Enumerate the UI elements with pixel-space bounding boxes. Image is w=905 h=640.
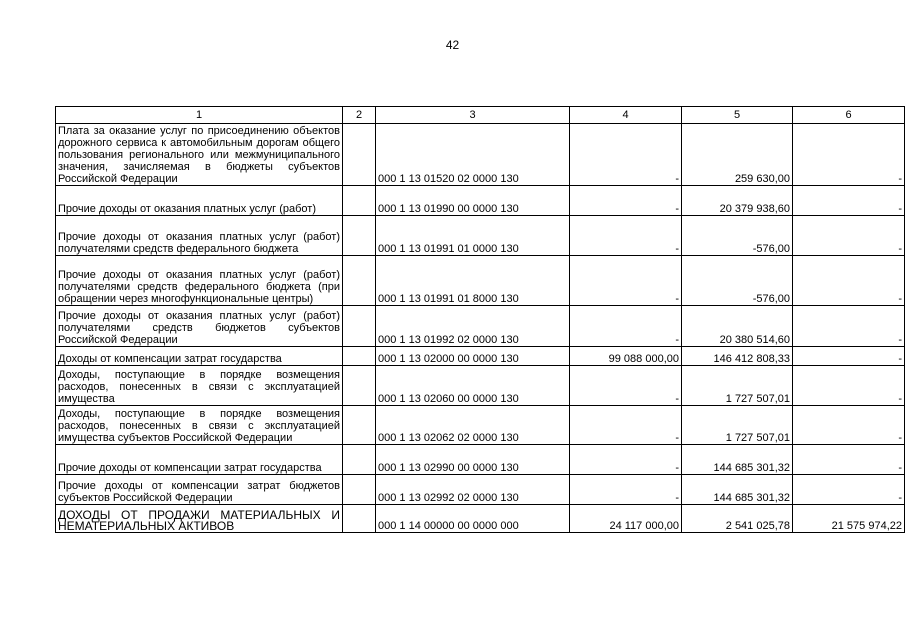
column-header: 5	[682, 107, 793, 124]
row-col4: -	[570, 256, 682, 306]
row-col5: -576,00	[682, 256, 793, 306]
row-code: 000 1 13 01992 02 0000 130	[376, 306, 570, 347]
row-col4: -	[570, 124, 682, 186]
row-col6: 21 575 974,22	[793, 505, 905, 533]
row-col2	[343, 256, 376, 306]
row-col5: 20 379 938,60	[682, 186, 793, 216]
row-code: 000 1 13 02990 00 0000 130	[376, 445, 570, 475]
row-code: 000 1 13 02062 02 0000 130	[376, 406, 570, 445]
column-header: 3	[376, 107, 570, 124]
row-col4: -	[570, 445, 682, 475]
row-name: Прочие доходы от компенсации затрат бюджетов субъектов Российской Федерации	[56, 475, 343, 505]
row-code: 000 1 13 01990 00 0000 130	[376, 186, 570, 216]
row-col4: -	[570, 306, 682, 347]
row-col2	[343, 347, 376, 366]
table-row	[56, 505, 905, 533]
row-code: 000 1 13 02000 00 0000 130	[376, 347, 570, 366]
row-name: Доходы, поступающие в порядке возмещения расходов, понесенных в связи с эксплуатацией имущества	[56, 366, 343, 406]
row-col5: 259 630,00	[682, 124, 793, 186]
row-col5: 146 412 808,33	[682, 347, 793, 366]
row-col5: 144 685 301,32	[682, 475, 793, 505]
table-row	[56, 124, 905, 186]
table-row	[56, 216, 905, 256]
row-col6: -	[793, 216, 905, 256]
row-col6: -	[793, 124, 905, 186]
row-col4: 24 117 000,00	[570, 505, 682, 533]
column-header: 4	[570, 107, 682, 124]
row-name: Прочие доходы от оказания платных услуг (работ) получателями средств бюджетов субъектов Российской Федерации	[56, 306, 343, 347]
row-col4: -	[570, 406, 682, 445]
table-row	[56, 406, 905, 445]
row-col4: -	[570, 366, 682, 406]
row-name: ДОХОДЫ ОТ ПРОДАЖИ МАТЕРИАЛЬНЫХ И НЕМАТЕРИАЛЬНЫХ АКТИВОВ	[56, 505, 343, 533]
table-row	[56, 347, 905, 366]
row-col5: 1 727 507,01	[682, 406, 793, 445]
row-name: Доходы, поступающие в порядке возмещения расходов, понесенных в связи с эксплуатацией имущества субъектов Российской Федерации	[56, 406, 343, 445]
row-col5: 144 685 301,32	[682, 445, 793, 475]
column-header: 1	[56, 107, 343, 124]
row-col4: -	[570, 216, 682, 256]
table-row	[56, 256, 905, 306]
row-col6: -	[793, 347, 905, 366]
table-row	[56, 475, 905, 505]
row-col2	[343, 406, 376, 445]
row-col5: -576,00	[682, 216, 793, 256]
row-col2	[343, 216, 376, 256]
row-col6: -	[793, 256, 905, 306]
row-col5: 1 727 507,01	[682, 366, 793, 406]
row-name: Прочие доходы от оказания платных услуг (работ)	[56, 186, 343, 216]
row-col4: -	[570, 186, 682, 216]
row-code: 000 1 13 01991 01 0000 130	[376, 216, 570, 256]
row-name: Прочие доходы от оказания платных услуг (работ) получателями средств федерального бюджета	[56, 216, 343, 256]
row-col6: -	[793, 366, 905, 406]
row-col2	[343, 505, 376, 533]
row-col2	[343, 306, 376, 347]
table-row	[56, 306, 905, 347]
row-col6: -	[793, 445, 905, 475]
row-col2	[343, 186, 376, 216]
row-code: 000 1 13 01520 02 0000 130	[376, 124, 570, 186]
row-col6: -	[793, 306, 905, 347]
revenue-table	[55, 106, 905, 533]
row-col2	[343, 124, 376, 186]
row-col4: 99 088 000,00	[570, 347, 682, 366]
row-code: 000 1 14 00000 00 0000 000	[376, 505, 570, 533]
column-header: 6	[793, 107, 905, 124]
table-header-row	[56, 107, 905, 124]
row-name: Доходы от компенсации затрат государства	[56, 347, 343, 366]
row-code: 000 1 13 01991 01 8000 130	[376, 256, 570, 306]
row-col2	[343, 445, 376, 475]
column-header: 2	[343, 107, 376, 124]
table-row	[56, 366, 905, 406]
table-row	[56, 186, 905, 216]
row-col6: -	[793, 475, 905, 505]
row-col6: -	[793, 186, 905, 216]
row-code: 000 1 13 02060 00 0000 130	[376, 366, 570, 406]
row-code: 000 1 13 02992 02 0000 130	[376, 475, 570, 505]
row-name: Прочие доходы от оказания платных услуг (работ) получателями средств федерального бюджета (при обращении через многофункциональные центры)	[56, 256, 343, 306]
row-name: Прочие доходы от компенсации затрат государства	[56, 445, 343, 475]
row-col6: -	[793, 406, 905, 445]
table-row	[56, 445, 905, 475]
row-col2	[343, 475, 376, 505]
row-col2	[343, 366, 376, 406]
row-col4: -	[570, 475, 682, 505]
row-col5: 2 541 025,78	[682, 505, 793, 533]
page-number: 42	[445, 38, 460, 52]
row-col5: 20 380 514,60	[682, 306, 793, 347]
row-name: Плата за оказание услуг по присоединению объектов дорожного сервиса к автомобильным дорогам общего пользования регионального или межмуниципального значения, зачисляемая в бюджеты субъектов Российской Федерации	[56, 124, 343, 186]
